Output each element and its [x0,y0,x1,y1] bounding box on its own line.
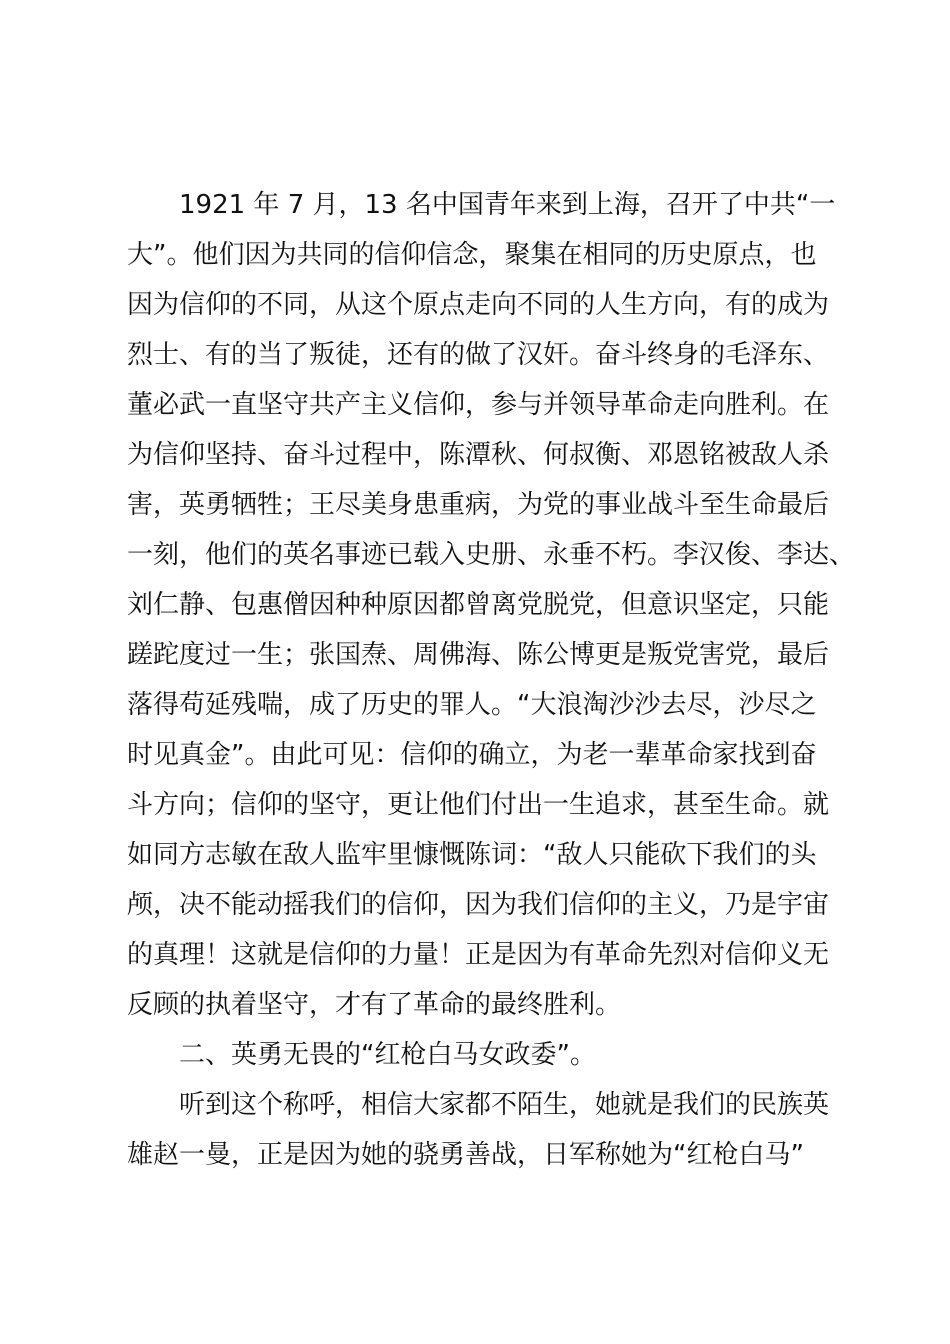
text-line: 大”。他们因为共同的信仰信念，聚集在相同的历史原点，也 [127,240,817,270]
text-line: 落得苟延残喘，成了历史的罪人。“大浪淘沙沙去尽，沙尽之 [127,690,817,720]
text-line: 1921 年 7 月，13 名中国青年来到上海，召开了中共“一 [179,190,836,220]
heading-line: 二、英勇无畏的“红枪白马女政委”。 [179,1040,596,1070]
paragraph-2 [127,1080,847,1180]
section-heading [127,1030,847,1080]
text-line: 害，英勇牺牲；王尽美身患重病，为党的事业战斗至生命最后 [127,490,830,520]
text-line: 蹉跎度过一生；张国焘、周佛海、陈公博更是叛党害党，最后 [127,640,830,670]
text-line: 听到这个称呼，相信大家都不陌生，她就是我们的民族英 [179,1090,830,1120]
text-line: 一刻，他们的英名事迹已载入史册、永垂不朽。李汉俊、李达、 [127,540,856,570]
text-line: 斗方向；信仰的坚守，更让他们付出一生追求，甚至生命。就 [127,790,830,820]
text-line: 反顾的执着坚守，才有了革命的最终胜利。 [127,990,622,1020]
text-line: 如同方志敏在敌人监牢里慷慨陈词：“敌人只能砍下我们的头 [127,840,817,870]
text-line: 刘仁静、包惠僧因种种原因都曾离党脱党，但意识坚定，只能 [127,590,830,620]
text-line: 因为信仰的不同，从这个原点走向不同的人生方向，有的成为 [127,290,830,320]
text-line: 烈士、有的当了叛徒，还有的做了汉奸。奋斗终身的毛泽东、 [127,340,830,370]
text-line: 董必武一直坚守共产主义信仰，参与并领导革命走向胜利。在 [127,390,830,420]
text-line: 雄赵一曼，正是因为她的骁勇善战，日军称她为“红枪白马” [127,1140,804,1170]
body-text [127,180,856,1180]
text-line: 颅，决不能动摇我们的信仰，因为我们信仰的主义，乃是宇宙 [127,890,830,920]
text-line: 为信仰坚持、奋斗过程中，陈潭秋、何叔衡、邓恩铭被敌人杀 [127,440,830,470]
text-line: 的真理！这就是信仰的力量！正是因为有革命先烈对信仰义无 [127,940,830,970]
text-line: 时见真金”。由此可见：信仰的确立，为老一辈革命家找到奋 [127,740,817,770]
paragraph-1 [127,180,856,1030]
